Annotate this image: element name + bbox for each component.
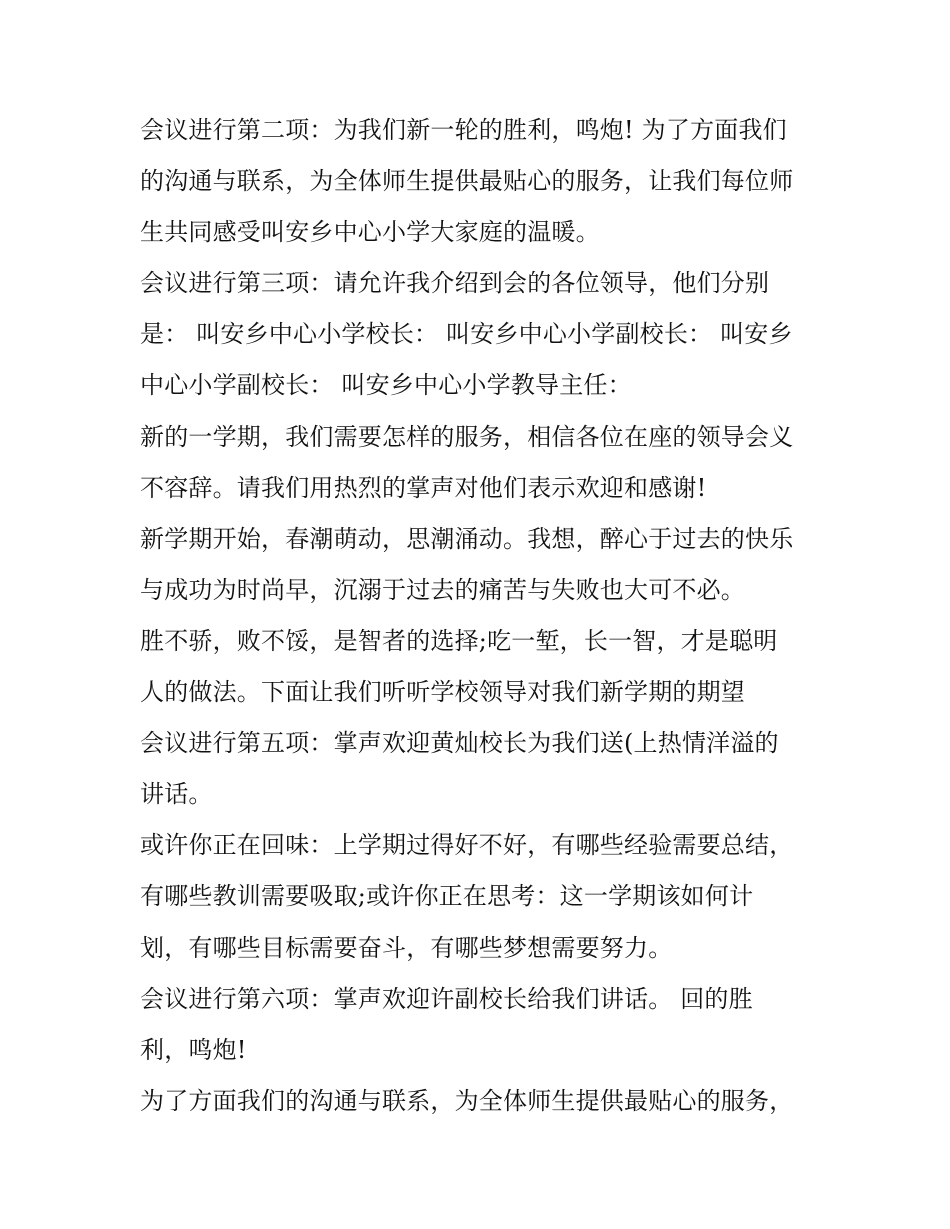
text-line: 利，鸣炮! — [140, 1035, 247, 1064]
body-text — [140, 105, 820, 1127]
text-line: 会议进行第五项：掌声欢迎黄灿校长为我们送(上热情洋溢的 — [140, 729, 779, 758]
text-line: 会议进行第三项：请允许我介绍到会的各位领导，他们分别 — [140, 269, 770, 298]
text-line: 中心小学副校长： 叫安乡中心小学教导主任： — [140, 371, 632, 400]
text-line: 不容辞。请我们用热烈的掌声对他们表示欢迎和感谢! — [140, 473, 707, 502]
text-line: 新学期开始，春潮萌动，思潮涌动。我想，醉心于过去的快乐 — [140, 524, 794, 553]
text-line: 有哪些教训需要吸取;或许你正在思考：这一学期该如何计 — [140, 882, 754, 911]
text-line: 会议进行第六项：掌声欢迎许副校长给我们讲话。 回的胜 — [140, 984, 753, 1013]
text-line: 生共同感受叫安乡中心小学大家庭的温暖。 — [140, 218, 600, 247]
text-line: 为了方面我们的沟通与联系，为全体师生提供最贴心的服务， — [140, 1086, 794, 1115]
text-line: 胜不骄，败不馁，是智者的选择;吃一堑，长一智，才是聪明 — [140, 626, 778, 655]
text-line: 人的做法。下面让我们听听学校领导对我们新学期的期望 — [140, 678, 745, 707]
text-line: 是： 叫安乡中心小学校长： 叫安乡中心小学副校长： 叫安乡 — [140, 320, 793, 349]
text-line: 划，有哪些目标需要奋斗，有哪些梦想需要努力。 — [140, 933, 673, 962]
text-line: 新的一学期，我们需要怎样的服务，相信各位在座的领导会义 — [140, 422, 794, 451]
text-line: 与成功为时尚早，沉溺于过去的痛苦与失败也大可不必。 — [140, 575, 745, 604]
text-line: 会议进行第二项：为我们新一轮的胜利，鸣炮! 为了方面我们 — [140, 116, 787, 144]
text-line: 或许你正在回味：上学期过得好不好，有哪些经验需要总结， — [140, 831, 794, 860]
text-line: 讲话。 — [140, 780, 213, 809]
text-line: 的沟通与联系，为全体师生提供最贴心的服务，让我们每位师 — [140, 167, 794, 196]
